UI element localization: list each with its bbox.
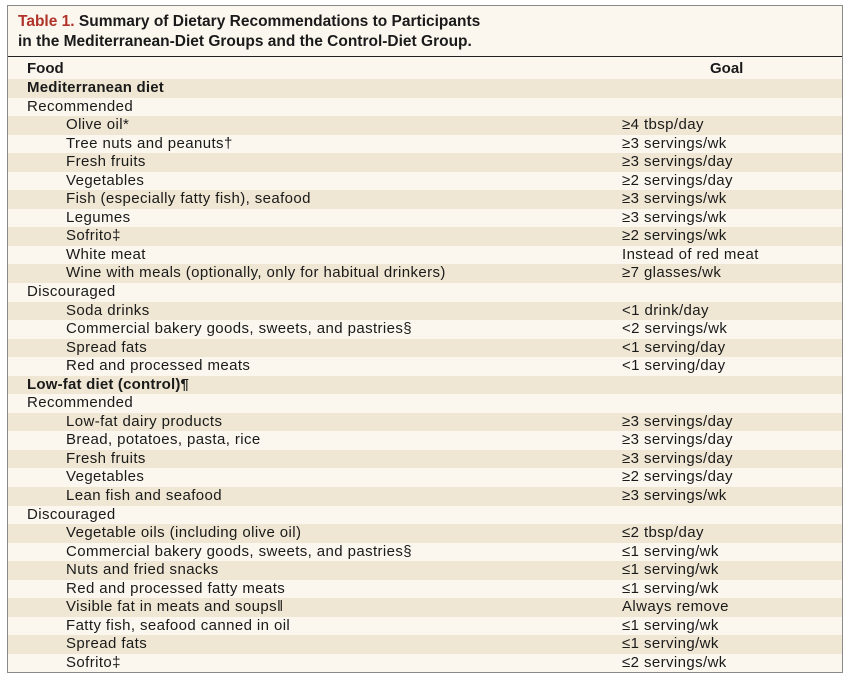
food-cell: Tree nuts and peanuts† [66,134,233,152]
food-cell: Red and processed fatty meats [66,579,286,597]
food-cell: White meat [66,245,146,263]
food-cell: Red and processed meats [66,357,251,375]
food-cell: Mediterranean diet [27,79,164,96]
table-row [8,487,842,506]
table-row [8,339,842,358]
table-row [8,468,842,487]
food-cell: Commercial bakery goods, sweets, and pastries§ [66,542,413,560]
food-cell: Discouraged [27,505,116,523]
section-row [8,79,842,98]
food-cell: Recommended [27,394,134,412]
table-row [8,209,842,228]
food-cell: Recommended [27,97,134,115]
goal-cell: ≥3 servings/day [622,431,733,449]
goal-cell: ≥3 servings/wk [622,487,727,505]
goal-cell: ≥2 servings/wk [622,227,727,245]
goal-cell: ≤2 servings/wk [622,653,727,671]
goal-cell: ≥3 servings/day [622,412,733,430]
goal-cell: ≥3 servings/wk [622,208,727,226]
column-header-goal: Goal [710,60,744,77]
column-header-food: Food [27,60,64,77]
goal-cell: ≥4 tbsp/day [622,116,704,134]
header-rule [8,56,842,57]
table-row [8,172,842,191]
food-cell: Sofrito‡ [66,227,121,245]
goal-cell: ≤1 serving/wk [622,542,719,560]
goal-cell: Always remove [622,598,729,616]
subsection-row [8,506,842,525]
food-cell: Vegetables [66,171,145,189]
goal-cell: ≥7 glasses/wk [622,264,722,282]
food-cell: Commercial bakery goods, sweets, and pastries§ [66,320,413,338]
food-cell: Olive oil* [66,116,130,134]
food-cell: Bread, potatoes, pasta, rice [66,431,261,449]
food-cell: Visible fat in meats and soups‖ [66,598,284,616]
table-row [8,227,842,246]
food-cell: Low-fat dairy products [66,412,223,430]
table-row [8,580,842,599]
table-row [8,116,842,135]
goal-cell: ≥3 servings/day [622,449,733,467]
table-row [8,524,842,543]
table-row [8,431,842,450]
caption-title-line1: Summary of Dietary Recommendations to Participants [74,13,481,30]
goal-cell: ≤1 serving/wk [622,635,719,653]
food-cell: Spread fats [66,338,148,356]
goal-cell: Instead of red meat [622,245,759,263]
subsection-row [8,283,842,302]
food-cell: Fresh fruits [66,153,146,171]
food-cell: Low-fat diet (control)¶ [27,375,190,393]
food-cell: Vegetable oils (including olive oil) [66,524,302,542]
table-row [8,561,842,580]
table-header [8,60,842,78]
table-number: Table 1. [18,13,75,30]
table-row [8,320,842,339]
section-row [8,376,842,395]
table-row [8,153,842,172]
food-cell: Legumes [66,208,131,226]
food-cell: Vegetables [66,468,145,486]
goal-cell: ≤1 serving/wk [622,616,719,634]
table-row [8,135,842,154]
food-cell: Spread fats [66,635,148,653]
table-row [8,264,842,283]
table-body [8,79,842,673]
food-cell: Fresh fruits [66,449,146,467]
goal-cell: <1 serving/day [622,357,726,375]
table-row [8,357,842,376]
goal-cell: ≥3 servings/day [622,153,733,171]
table-row [8,413,842,432]
table-row [8,246,842,265]
table-frame [7,5,843,673]
goal-cell: ≤2 tbsp/day [622,524,704,542]
table-row [8,190,842,209]
goal-cell: ≥2 servings/day [622,171,733,189]
subsection-row [8,98,842,117]
goal-cell: ≤1 serving/wk [622,561,719,579]
table-row [8,617,842,636]
food-cell: Wine with meals (optionally, only for habitual drinkers) [66,264,446,282]
goal-cell: <1 serving/day [622,338,726,356]
subsection-row [8,394,842,413]
table-caption [18,12,480,52]
food-cell: Fatty fish, seafood canned in oil [66,616,291,634]
goal-cell: ≤1 serving/wk [622,579,719,597]
goal-cell: ≥3 servings/wk [622,134,727,152]
goal-cell: <2 servings/wk [622,320,728,338]
food-cell: Discouraged [27,283,116,301]
food-cell: Nuts and fried snacks [66,561,219,579]
goal-cell: <1 drink/day [622,301,709,319]
goal-cell: ≥2 servings/day [622,468,733,486]
table-row [8,450,842,469]
table-row [8,635,842,654]
table-row [8,598,842,617]
table-row [8,302,842,321]
goal-cell: ≥3 servings/wk [622,190,727,208]
food-cell: Lean fish and seafood [66,487,223,505]
table-row [8,654,842,673]
table-row [8,543,842,562]
caption-title-line2: in the Mediterranean-Diet Groups and the Control-Diet Group. [18,33,472,50]
food-cell: Fish (especially fatty fish), seafood [66,190,311,208]
food-cell: Soda drinks [66,301,150,319]
food-cell: Sofrito‡ [66,653,121,671]
